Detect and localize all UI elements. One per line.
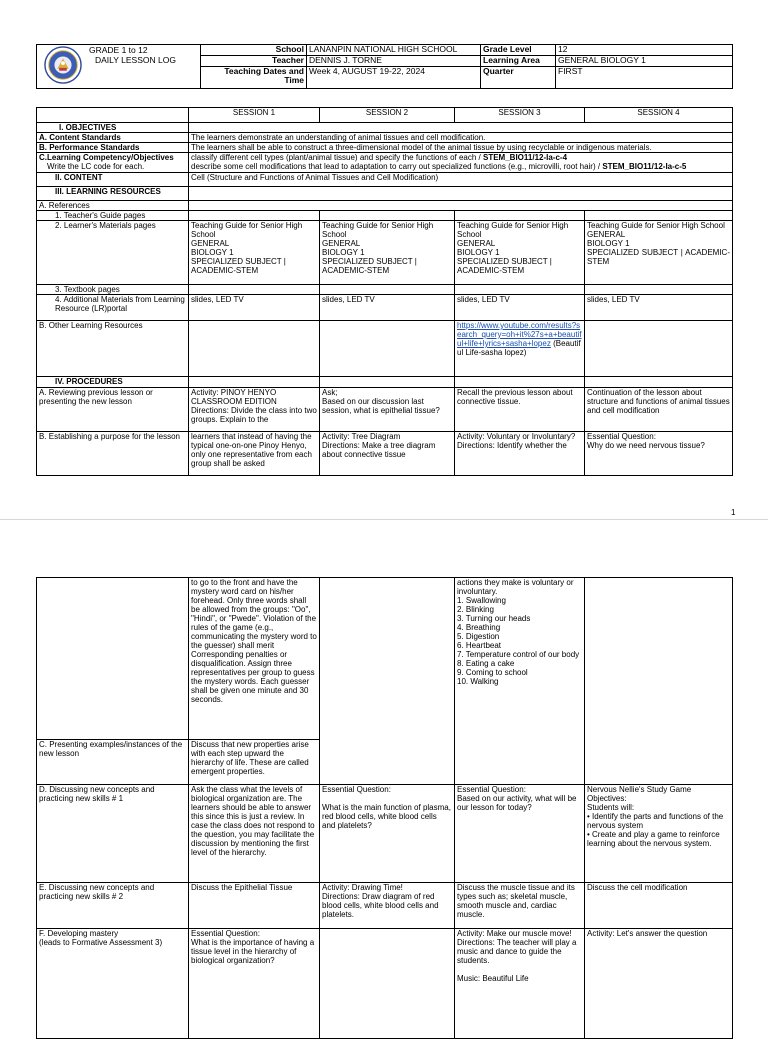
session-header-row xyxy=(37,108,733,123)
content-standards: The learners demonstrate an understanding of animal tissues and cell modification. xyxy=(189,133,733,143)
proc-e-label: E. Discussing new concepts and practicing new skills # 2 xyxy=(37,883,189,929)
proc-d-session-2: Essential Question: What is the main function of plasma, red blood cells, white blood cells and platelets? xyxy=(320,785,455,883)
proc-b-session-1: learners that instead of having the typical one-on-one Pinoy Henyo, only one representative from each group shall be asked xyxy=(189,432,320,476)
proc-b-session-4: Essential Question: Why do we need nervous tissue? xyxy=(585,432,733,476)
content-standards-label: A. Content Standards xyxy=(37,133,189,143)
session-2-header: SESSION 2 xyxy=(320,108,455,123)
lm-session-2: Teaching Guide for Senior High School GENERAL BIOLOGY 1 SPECIALIZED SUBJECT | ACADEMIC-STEM xyxy=(320,221,455,285)
tg-label: 1. Teacher's Guide pages xyxy=(37,211,189,221)
performance-standards-label: B. Performance Standards xyxy=(37,143,189,153)
additional-session-2: slides, LED TV xyxy=(320,295,455,321)
proc-c-label: C. Presenting examples/instances of the new lesson xyxy=(37,740,189,785)
school-value: LANANPIN NATIONAL HIGH SCHOOL xyxy=(307,45,481,56)
teacher-value: DENNIS J. TORNE xyxy=(307,56,481,67)
competency-1-code: STEM_BIO11/12-Ia-c-4 xyxy=(483,153,568,162)
grade-range: GRADE 1 to 12 xyxy=(89,45,148,55)
youtube-link-note: (Beautiful Life-sasha lopez) xyxy=(457,339,581,357)
competency-label: C.Learning Competency/Objectives xyxy=(39,153,174,162)
proc-b-session-3: Activity: Voluntary or Involuntary? Directions: Identify whether the xyxy=(455,432,585,476)
lm-session-4: Teaching Guide for Senior High School GENERAL BIOLOGY 1 SPECIALIZED SUBJECT | ACADEMIC-STEM xyxy=(585,221,733,285)
dll-title: DAILY LESSON LOG xyxy=(95,55,176,65)
proc-f-session-1: Essential Question: What is the importance of having a tissue level in the hierarchy of biological organization? xyxy=(189,929,320,1039)
competency-1: classify different cell types (plant/animal tissue) and specify the functions of each / xyxy=(191,153,483,162)
lm-session-1: Teaching Guide for Senior High School GENERAL BIOLOGY 1 SPECIALIZED SUBJECT | ACADEMIC-STEM xyxy=(189,221,320,285)
proc-b-label: B. Establishing a purpose for the lesson xyxy=(37,432,189,476)
youtube-link[interactable]: https://www.youtube.com/results?search_query=oh+it%27s+a+beautiful+life+lyrics+sasha+lopez xyxy=(457,321,582,348)
lesson-log-table-continued xyxy=(36,577,733,1039)
lm-session-3: Teaching Guide for Senior High School GENERAL BIOLOGY 1 SPECIALIZED SUBJECT | ACADEMIC-STEM xyxy=(455,221,585,285)
learning-area-value: GENERAL BIOLOGY 1 xyxy=(556,56,733,67)
proc-e-session-4: Discuss the cell modification xyxy=(585,883,733,929)
quarter-value: FIRST xyxy=(556,67,733,89)
competency-2: describe some cell modifications that lead to adaptation to carry out specialized functions (e.g., microvilli, root hair) / xyxy=(191,162,603,171)
proc-f-session-3: Activity: Make our muscle move! Directions: The teacher will play a music and dance to guide the students. Music: Beautiful Life xyxy=(455,929,585,1039)
proc-d-session-4: Nervous Nellie's Study Game Objectives: Students will: • Identify the parts and functions of the nervous system • Create and play a game to reinforce learning about the nervous system. xyxy=(585,785,733,883)
page-2 xyxy=(0,520,768,1024)
lm-label: 2. Learner's Materials pages xyxy=(37,221,189,285)
quarter-label: Quarter xyxy=(481,67,556,89)
proc-b-session-2: Activity: Tree Diagram Directions: Make a tree diagram about connective tissue xyxy=(320,432,455,476)
procedures-heading: IV. PROCEDURES xyxy=(37,377,189,388)
objectives-heading: I. OBJECTIVES xyxy=(37,123,189,133)
competency-sub: Write the LC code for each. xyxy=(47,162,145,171)
performance-standards: The learners shall be able to construct a three-dimensional model of the animal tissue by using recyclable or indigenous materials. xyxy=(189,143,733,153)
proc-c-session-1: Discuss that new properties arise with each step upward the hierarchy of life. These are called emergent properties. xyxy=(189,740,320,785)
proc-e-session-3: Discuss the muscle tissue and its types such as; skeletal muscle, smooth muscle and, cardiac muscle. xyxy=(455,883,585,929)
proc-b-session-3-continued: actions they make is voluntary or involuntary. 1. Swallowing 2. Blinking 3. Turning our heads 4. Breathing 5. Digestion 6. Heartbeat 7. Temperature control of our body 8. Eating a cake 9. Coming to school 10. Walking xyxy=(455,578,585,785)
proc-d-session-1: Ask the class what the levels of biological organization are. The learners should be able to answer this since this is just a review. In case the class does not respond to the question, you may facilitate the discussion by mentioning the first level of the hierarchy. xyxy=(189,785,320,883)
additional-label: 4. Additional Materials from Learning Resource (LR)portal xyxy=(37,295,189,321)
additional-session-3: slides, LED TV xyxy=(455,295,585,321)
proc-a-session-2: Ask; Based on our discussion last session, what is epithelial tissue? xyxy=(320,388,455,432)
proc-f-session-4: Activity: Let's answer the question xyxy=(585,929,733,1039)
dates-label: Teaching Dates and Time xyxy=(201,67,307,89)
resources-heading: III. LEARNING RESOURCES xyxy=(37,187,189,201)
content-text: Cell (Structure and Functions of Animal Tissues and Cell Modification) xyxy=(189,173,733,187)
competency-2-code: STEM_BIO11/12-Ia-c-5 xyxy=(602,162,687,171)
proc-d-session-3: Essential Question: Based on our activity, what will be our lesson for today? xyxy=(455,785,585,883)
school-label: School xyxy=(201,45,307,56)
proc-a-session-3: Recall the previous lesson about connective tissue. xyxy=(455,388,585,432)
proc-f-label: F. Developing mastery (leads to Formative Assessment 3) xyxy=(37,929,189,1039)
proc-e-session-1: Discuss the Epithelial Tissue xyxy=(189,883,320,929)
proc-b-session-1-continued: to go to the front and have the mystery word card on his/her forehead. Only three words shall be allowed from the groups: "Oo", "Hindi", or "Pwede". Violation of the rules of the game (e.g., communicating the mystery word to the guesser) shall merit Corresponding penalties or disqualification. Assign three representatives per group to guess the mystery words. Each guesser shall be given one minute and 30 seconds. xyxy=(189,578,320,740)
dates-value: Week 4, AUGUST 19-22, 2024 xyxy=(307,67,481,89)
additional-session-1: slides, LED TV xyxy=(189,295,320,321)
textbook-label: 3. Textbook pages xyxy=(37,285,189,295)
grade-level-value: 12 xyxy=(556,45,733,56)
additional-session-4: slides, LED TV xyxy=(585,295,733,321)
learning-area-label: Learning Area xyxy=(481,56,556,67)
proc-a-session-4: Continuation of the lesson about structure and functions of animal tissues and cell modification xyxy=(585,388,733,432)
page-number: 1 xyxy=(731,508,736,517)
header-table xyxy=(36,44,733,89)
teacher-label: Teacher xyxy=(201,56,307,67)
session-1-header: SESSION 1 xyxy=(189,108,320,123)
content-heading: II. CONTENT xyxy=(37,173,189,187)
session-3-header: SESSION 3 xyxy=(455,108,585,123)
proc-a-label: A. Reviewing previous lesson or presenting the new lesson xyxy=(37,388,189,432)
session-4-header: SESSION 4 xyxy=(585,108,733,123)
other-resources-label: B. Other Learning Resources xyxy=(37,321,189,377)
lesson-log-table xyxy=(36,107,733,476)
proc-d-label: D. Discussing new concepts and practicing new skills # 1 xyxy=(37,785,189,883)
proc-a-session-1: Activity: PINOY HENYO CLASSROOM EDITION Directions: Divide the class into two groups. Explain to the xyxy=(189,388,320,432)
references-label: A. References xyxy=(37,201,189,211)
proc-e-session-2: Activity: Drawing Time! Directions: Draw diagram of red blood cells, white blood cells and platelets. xyxy=(320,883,455,929)
grade-level-label: Grade Level xyxy=(481,45,556,56)
